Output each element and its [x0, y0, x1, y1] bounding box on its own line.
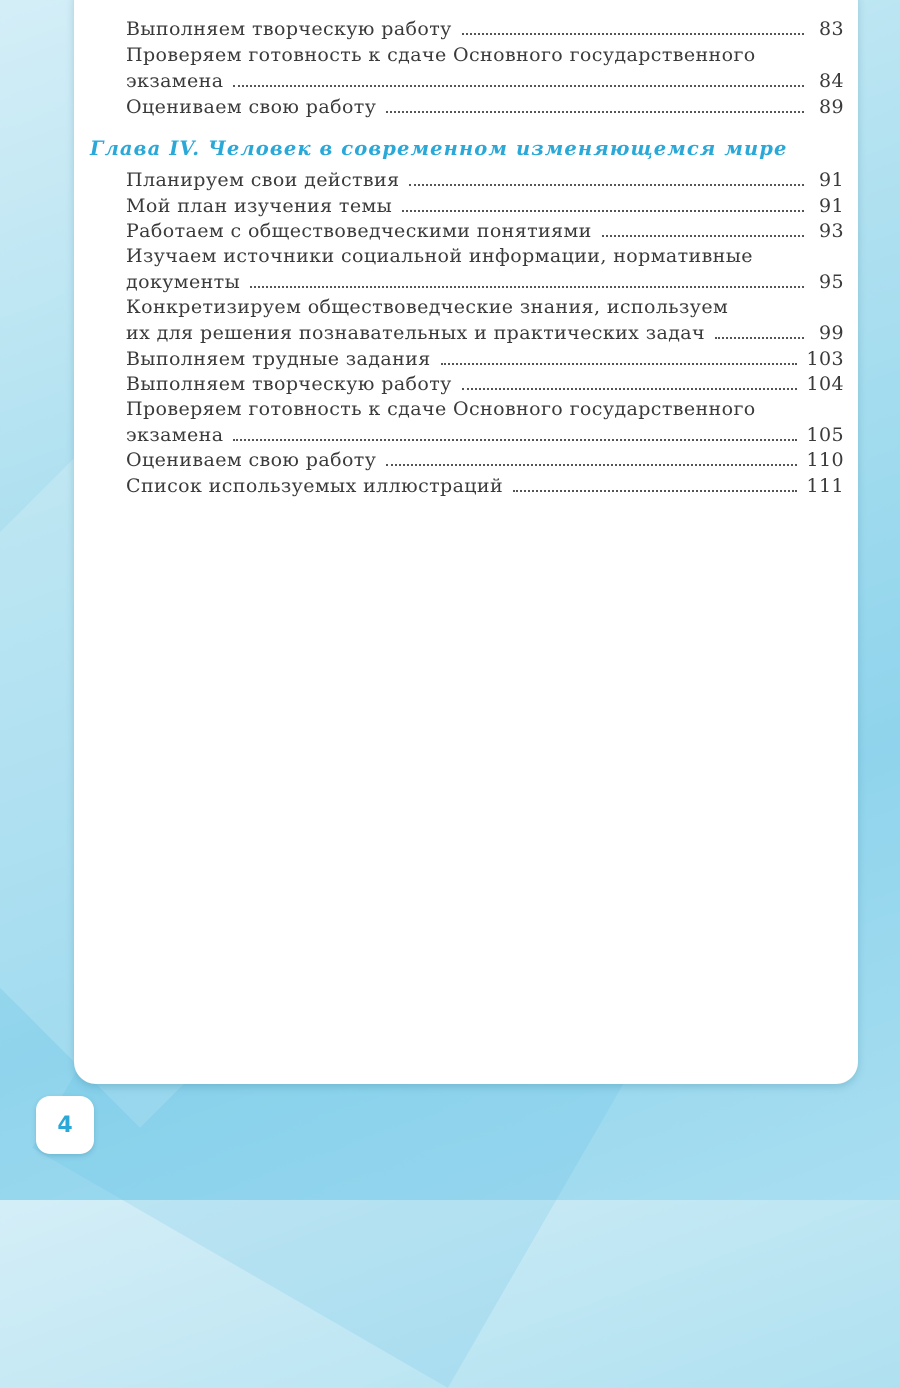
toc-page-number: 91: [819, 195, 844, 217]
toc-entry-text: Проверяем готовность к сдаче Основного государственного: [126, 44, 756, 66]
toc-entry-text: Проверяем готовность к сдаче Основного государственного: [126, 398, 756, 420]
toc-entry: [126, 16, 844, 42]
toc-entry-text: Список используемых иллюстраций: [126, 475, 504, 497]
toc-entry: [126, 94, 844, 120]
toc-page-number: 104: [806, 373, 844, 395]
dot-leader: [441, 363, 797, 365]
dot-leader: [715, 337, 804, 339]
toc-page-number: 110: [806, 449, 844, 471]
dot-leader: [250, 286, 804, 288]
toc-entry: [126, 218, 844, 244]
toc-page-number: 91: [819, 169, 844, 191]
dot-leader: [386, 464, 796, 466]
dot-leader: [513, 490, 796, 492]
content-card: [74, 0, 858, 1084]
toc-entry-text: Конкретизируем обществоведческие знания, используем: [126, 296, 729, 318]
toc-entry: [126, 294, 844, 346]
toc-entry-text: Планируем свои действия: [126, 169, 400, 191]
toc-page-number: 99: [819, 322, 844, 344]
dot-leader: [602, 235, 804, 237]
toc-entry-text: документы: [126, 271, 241, 293]
toc-page-number: 105: [806, 424, 844, 446]
toc-entry: [126, 396, 844, 448]
toc-page-number: 93: [819, 220, 844, 242]
toc-page-number: 95: [819, 271, 844, 293]
toc-entry-text: Выполняем трудные задания: [126, 348, 431, 370]
toc-entry-text: Оцениваем свою работу: [126, 96, 377, 118]
toc-entry-text: Оцениваем свою работу: [126, 449, 377, 471]
chapter-heading: Глава IV. Человек в современном изменяющемся мире: [90, 137, 788, 160]
dot-leader: [233, 439, 796, 441]
toc-entry: [126, 447, 844, 473]
toc-page-number: 84: [819, 70, 844, 92]
dot-leader: [386, 111, 804, 113]
dot-leader: [462, 388, 797, 390]
toc-entry: [126, 473, 844, 499]
toc-entry: [126, 346, 844, 372]
toc-entry-text: Изучаем источники социальной информации, нормативные: [126, 245, 753, 267]
toc-entry-text: экзамена: [126, 424, 224, 446]
toc-entry-text: их для решения познавательных и практических задач: [126, 322, 705, 344]
dot-leader: [233, 85, 804, 87]
toc-entry: [126, 42, 844, 94]
toc-page-number: 111: [806, 475, 844, 497]
toc-entry-text: Выполняем творческую работу: [126, 18, 452, 40]
toc-page-number: 103: [806, 348, 844, 370]
dot-leader: [462, 33, 804, 35]
dot-leader: [409, 184, 804, 186]
toc-page-number: 83: [819, 18, 844, 40]
toc-entry: [126, 167, 844, 193]
toc-entry-text: Работаем с обществоведческими понятиями: [126, 220, 592, 242]
toc-entry: [126, 243, 844, 295]
toc-page-number: 89: [819, 96, 844, 118]
toc-entry-text: экзамена: [126, 70, 224, 92]
toc-entry: [126, 193, 844, 219]
page-number-badge: 4: [36, 1096, 94, 1154]
toc-entry: [126, 371, 844, 397]
dot-leader: [402, 210, 804, 212]
toc-entry-text: Мой план изучения темы: [126, 195, 393, 217]
toc-entry-text: Выполняем творческую работу: [126, 373, 452, 395]
